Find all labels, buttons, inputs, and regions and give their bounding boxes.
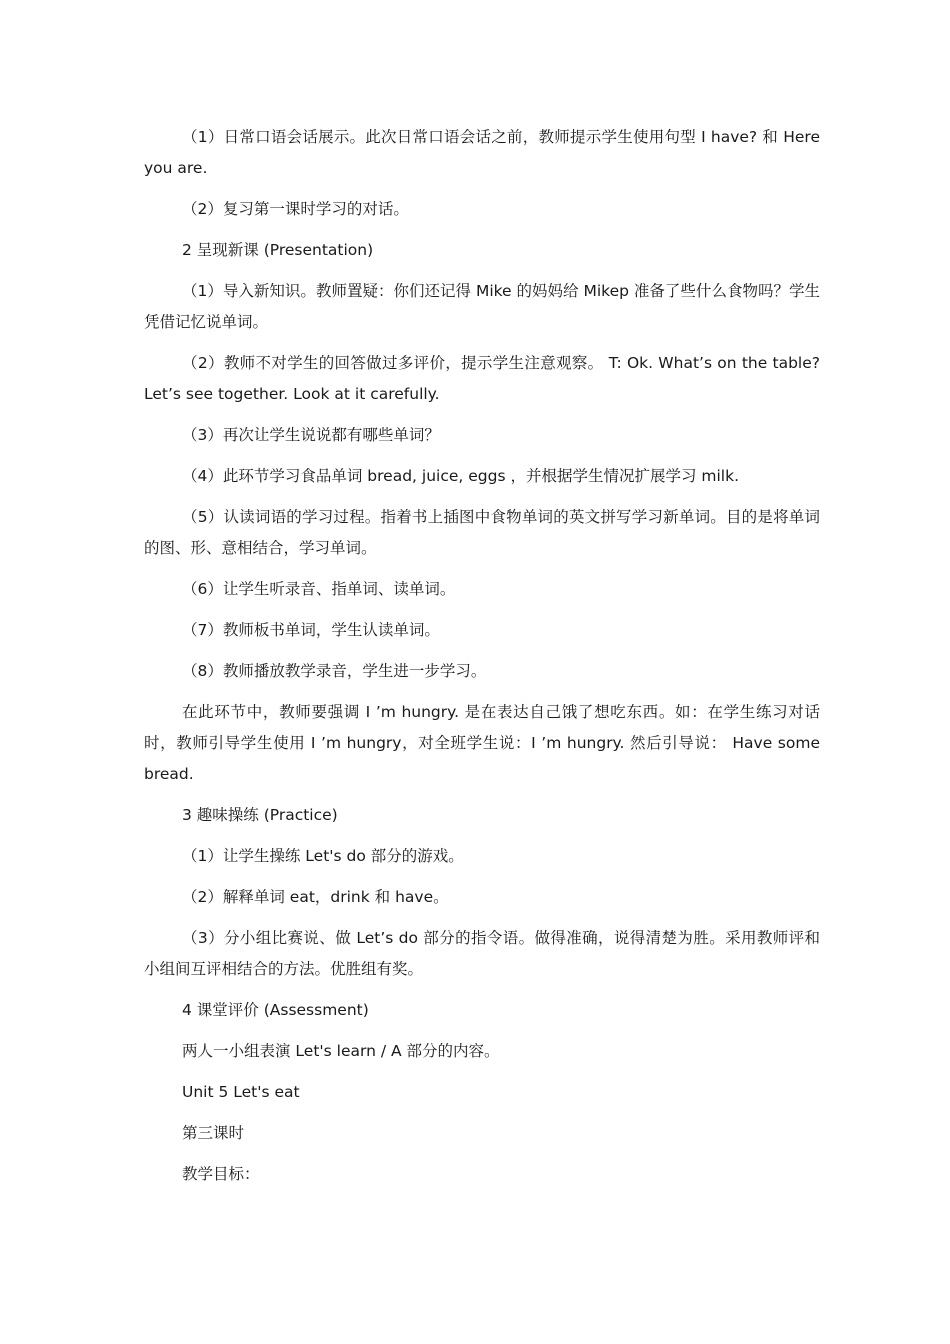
paragraph-15: 两人一小组表演 Let's learn / A 部分的内容。: [182, 1042, 500, 1060]
paragraph-1: （1）日常口语会话展示。此次日常口语会话之前，教师提示学生使用句型 I have? 和 Here you are.: [144, 128, 820, 177]
paragraph-9: （7）教师板书单词，学生认读单词。: [182, 621, 440, 639]
objectives-heading: 教学目标：: [182, 1165, 260, 1183]
paragraph-13: （2）解释单词 eat，drink 和 have。: [182, 888, 449, 906]
paragraph-4: （2）教师不对学生的回答做过多评价，提示学生注意观察。 T: Ok. What’s on the table? Let’s see together. Look at it carefully.: [144, 354, 820, 403]
section-heading-assessment: 4 课堂评价 (Assessment): [182, 1001, 369, 1019]
document-body: [144, 122, 820, 1200]
paragraph-5: （3）再次让学生说说都有哪些单词？: [182, 426, 440, 444]
paragraph-3: （1）导入新知识。教师置疑：你们还记得 Mike 的妈妈给 Mikep 准备了些什么食物吗？学生凭借记忆说单词。: [144, 282, 820, 331]
section-heading-presentation: 2 呈现新课 (Presentation): [182, 241, 374, 259]
paragraph-12: （1）让学生操练 Let's do 部分的游戏。: [182, 847, 464, 865]
paragraph-10: （8）教师播放教学录音，学生进一步学习。: [182, 662, 487, 680]
unit-title: Unit 5 Let's eat: [182, 1083, 300, 1101]
section-heading-practice: 3 趣味操练 (Practice): [182, 806, 338, 824]
paragraph-7: （5）认读词语的学习过程。指着书上插图中食物单词的英文拼写学习新单词。目的是将单词的图、形、意相结合，学习单词。: [144, 508, 820, 557]
paragraph-2: （2）复习第一课时学习的对话。: [182, 200, 409, 218]
lesson-title: 第三课时: [182, 1124, 245, 1142]
paragraph-6: （4）此环节学习食品单词 bread, juice, eggs ，并根据学生情况扩展学习 milk.: [182, 467, 739, 485]
paragraph-8: （6）让学生听录音、指单词、读单词。: [182, 580, 456, 598]
paragraph-11: 在此环节中，教师要强调 I ’m hungry. 是在表达自己饿了想吃东西。如：在学生练习对话时，教师引导学生使用 I ’m hungry，对全班学生说：I ’m hungry. 然后引导说： Have some bread.: [144, 703, 820, 783]
paragraph-14: （3）分小组比赛说、做 Let’s do 部分的指令语。做得准确，说得清楚为胜。采用教师评和小组间互评相结合的方法。优胜组有奖。: [144, 929, 820, 978]
